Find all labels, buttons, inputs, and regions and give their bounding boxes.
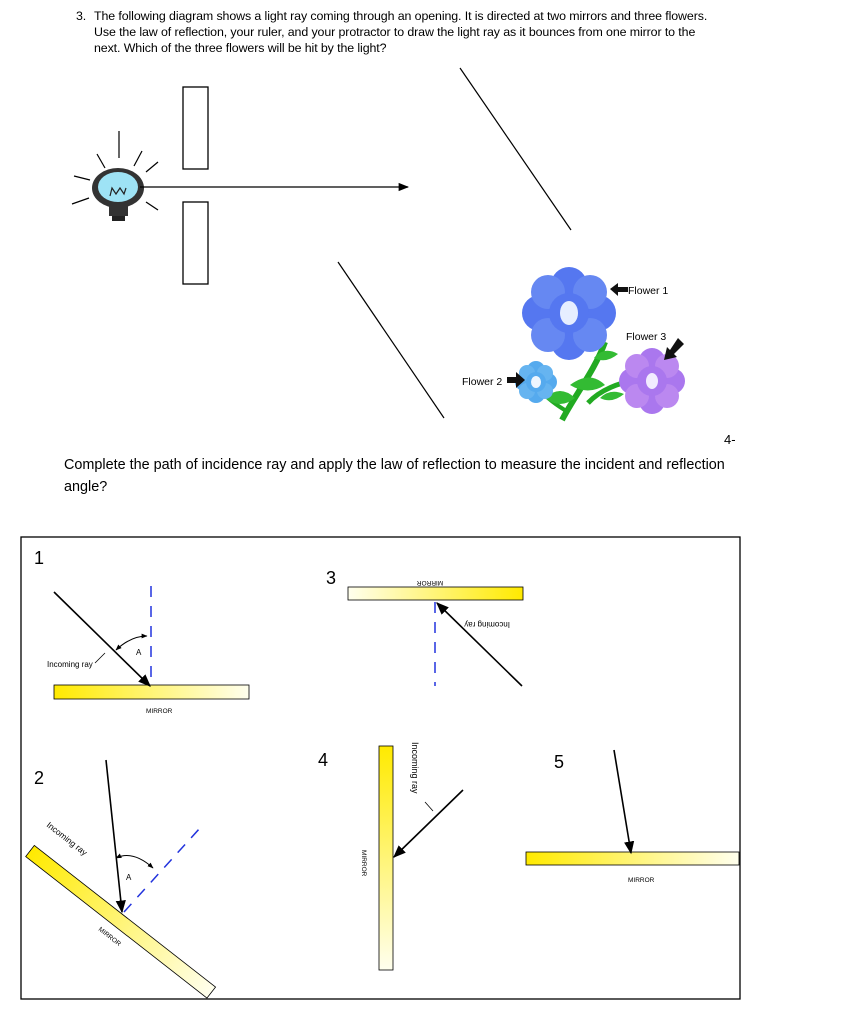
diagram-2-incoming-label: Incoming ray	[44, 819, 90, 858]
flower-1-arrow-icon	[610, 283, 628, 296]
diagram-2-number: 2	[34, 768, 45, 788]
diagram-3	[326, 568, 523, 686]
diagram-2-angle-label: A	[126, 873, 132, 882]
diagram-3-mirror	[348, 587, 523, 600]
diagram-2-mirror-label: MIRROR	[96, 926, 122, 948]
diagram-1	[34, 548, 249, 715]
diagram-1-number: 1	[34, 548, 45, 568]
mirror-line-upper	[460, 68, 571, 230]
diagram-1-mirror-label: MIRROR	[146, 708, 173, 715]
diagram-3-mirror-label: MIRROR	[416, 579, 444, 586]
diagram-5	[526, 750, 739, 884]
diagram-2-mirror	[26, 845, 216, 998]
diagram-3-number: 3	[326, 568, 337, 588]
diagram-5-number: 5	[554, 752, 565, 772]
question-3-text: The following diagram shows a light ray coming through an opening. It is directed at two mirrors and three flowers. Use the law of reflection, your ruler, and your protractor to draw the light ray as it bounces from one mirror to the next. Which of the three flowers will be hit by the light?	[94, 9, 708, 55]
question-4-number: 4-	[724, 432, 736, 447]
diagram-4-number: 4	[318, 750, 329, 770]
diagram-3-incoming-label: Incoming ray	[464, 620, 510, 629]
diagram-5-mirror-label: MIRROR	[628, 877, 655, 884]
diagram-4-mirror	[379, 746, 393, 970]
flower-3-label: Flower 3	[626, 331, 667, 343]
flower-1	[522, 267, 616, 360]
diagram-4-incoming-label: Incoming ray	[410, 742, 420, 794]
slit-opening	[183, 87, 208, 284]
diagram-5-mirror	[526, 852, 739, 865]
diagram-1-incoming-label: Incoming ray	[47, 660, 93, 669]
diagram-1-mirror	[54, 685, 249, 699]
flower-1-label: Flower 1	[628, 285, 669, 297]
flower-3-arrow-icon	[664, 338, 684, 360]
question-3-number: 3.	[76, 9, 87, 23]
diagram-2	[26, 760, 216, 998]
question-4-text: Complete the path of incidence ray and apply the law of reflection to measure the incident and reflection angle?	[64, 457, 725, 495]
flower-2-label: Flower 2	[462, 376, 503, 388]
diagram-4	[318, 742, 463, 970]
mirror-line-lower	[338, 262, 444, 418]
light-bulb-icon	[72, 131, 158, 221]
diagram-1-angle-label: A	[136, 648, 142, 657]
diagram-2-normal-line	[124, 828, 200, 912]
flower-3	[619, 348, 685, 414]
diagram-4-mirror-label: MIRROR	[360, 850, 367, 877]
